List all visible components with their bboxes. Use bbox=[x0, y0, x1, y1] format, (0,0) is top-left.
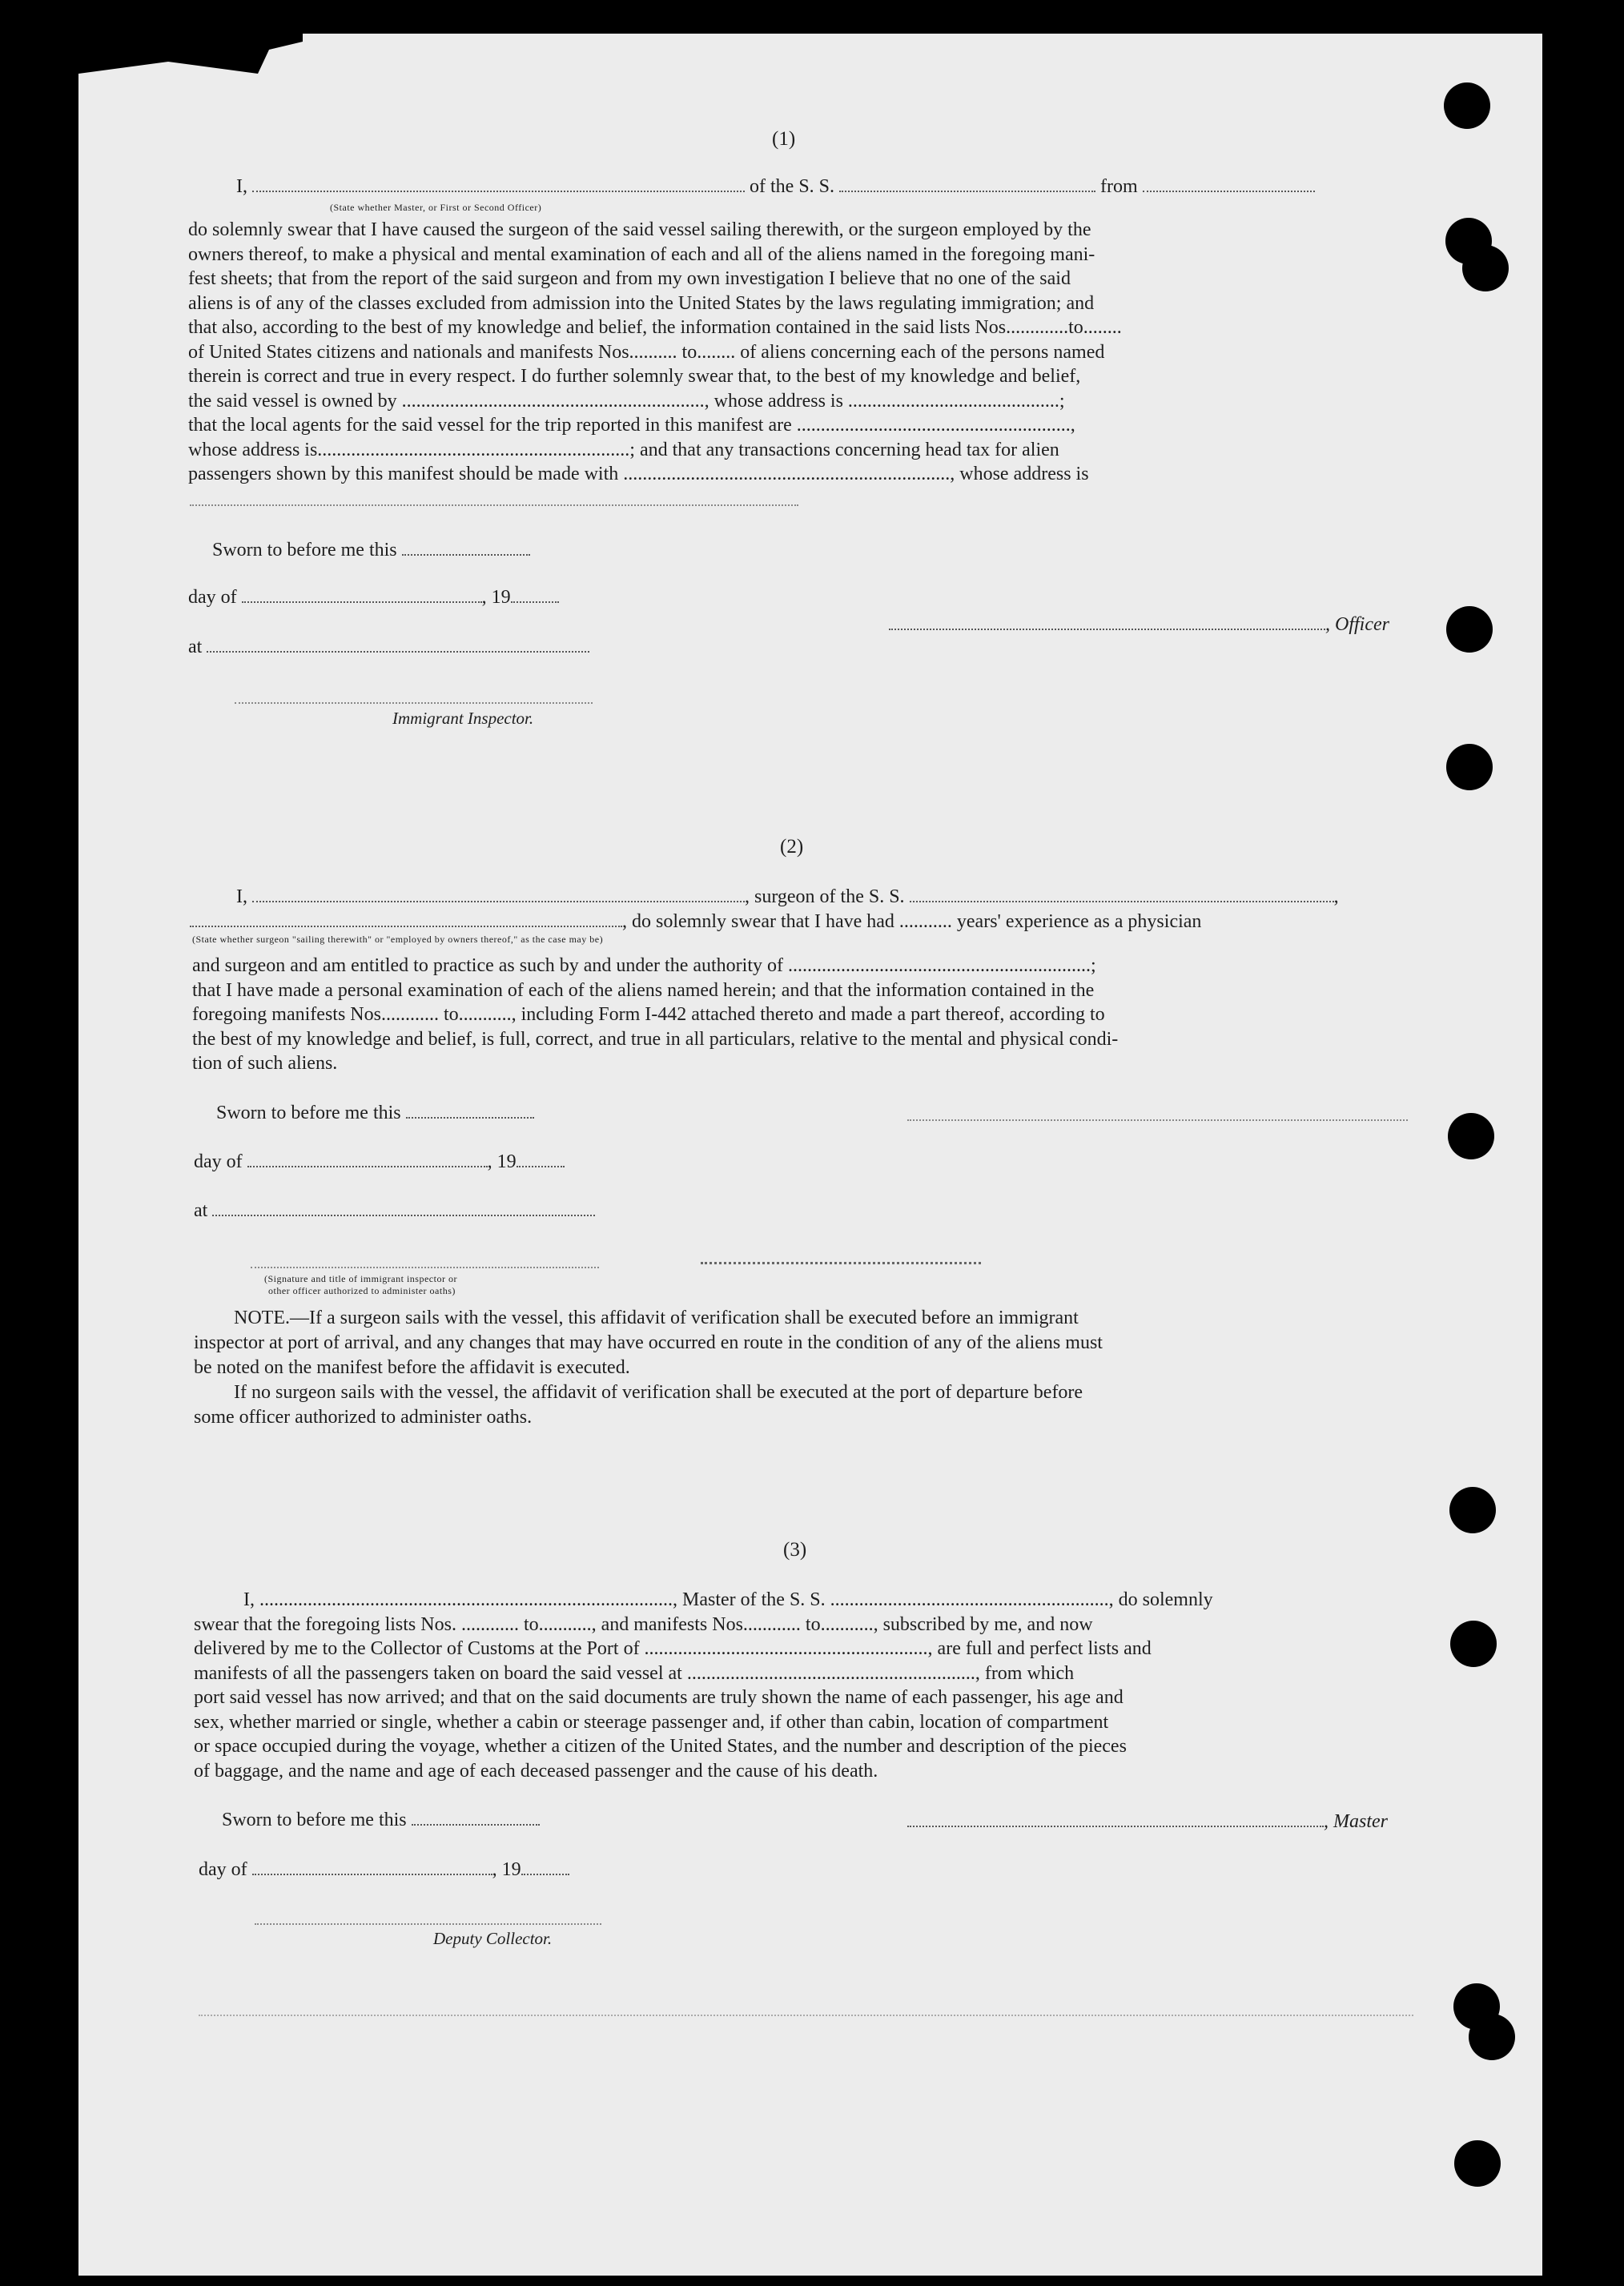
sworn-line bbox=[222, 1808, 540, 1832]
punch-hole bbox=[1444, 82, 1490, 129]
at-label: at bbox=[194, 1200, 208, 1221]
note-line: inspector at port of arrival, and any changes that may have occurred en route in the condition of any of the aliens must bbox=[194, 1332, 1103, 1353]
signature-caption: other officer authorized to administer oaths) bbox=[268, 1285, 456, 1296]
pronoun-i: I, bbox=[236, 886, 247, 907]
master-label: , Master bbox=[1324, 1811, 1388, 1832]
paragraph-line: or space occupied during the voyage, whether a citizen of the United States, and the number and description of the pieces bbox=[194, 1736, 1127, 1757]
ship-name-blank bbox=[839, 191, 1095, 192]
note-line: be noted on the manifest before the affidavit is executed. bbox=[194, 1357, 630, 1378]
inspector-label: Immigrant Inspector. bbox=[392, 709, 534, 728]
day-line bbox=[199, 1858, 569, 1882]
year-label: , 19 bbox=[492, 1859, 521, 1880]
deputy-signature-blank bbox=[255, 1923, 601, 1925]
paragraph-line: that also, according to the best of my knowledge and belief, the information contained in the said lists Nos.............to........ bbox=[188, 317, 1122, 338]
date-blank bbox=[402, 554, 530, 556]
ship-name-blank bbox=[910, 901, 1334, 902]
officer-signature-blank bbox=[889, 629, 1325, 630]
paragraph-line: tion of such aliens. bbox=[192, 1053, 338, 1074]
punch-hole bbox=[1454, 2140, 1501, 2187]
note-line: NOTE.—If a surgeon sails with the vessel, this affidavit of verification shall be executed before an immigrant bbox=[234, 1308, 1079, 1328]
paragraph-line: swear that the foregoing lists Nos. ............ to..........., and manifests Nos............ to..........., subscribed by me, and now bbox=[194, 1613, 1093, 1635]
date-blank bbox=[406, 1117, 534, 1119]
paragraph-line: whose address is.................................................................; and that any transactions concerning head tax for alien bbox=[188, 439, 1059, 460]
signature-caption: (Signature and title of immigrant inspector or bbox=[264, 1273, 457, 1284]
section-3-heading: (3) bbox=[783, 1539, 807, 1561]
paragraph-line: the best of my knowledge and belief, is full, correct, and true in all particulars, relative to the mental and physical condi- bbox=[192, 1028, 1119, 1050]
punch-hole bbox=[1446, 744, 1493, 790]
punch-hole bbox=[1450, 1621, 1497, 1667]
day-line bbox=[194, 1150, 565, 1174]
sworn-label: Sworn to before me this bbox=[222, 1810, 407, 1830]
paragraph-line: that the local agents for the said vessel for the trip reported in this manifest are ........................................................., bbox=[188, 415, 1075, 436]
sworn-line bbox=[216, 1101, 534, 1125]
section-2-oath-line: I, , surgeon of the S. S. , bbox=[236, 886, 1339, 907]
surgeon-caption: (State whether surgeon "sailing therewith" or "employed by owners thereof," as the case may be) bbox=[192, 934, 604, 945]
day-of-label: day of bbox=[194, 1151, 243, 1172]
surgeon-type-blank bbox=[190, 926, 622, 927]
note-line: If no surgeon sails with the vessel, the affidavit of verification shall be executed at the port of departure before bbox=[234, 1382, 1083, 1403]
paragraph-line: the said vessel is owned by ..............................................................., whose address is ............................................; bbox=[188, 390, 1065, 412]
at-blank bbox=[212, 1215, 595, 1216]
at-line bbox=[188, 635, 589, 659]
officer-signature-line bbox=[889, 613, 1389, 637]
inspector-signature-blank bbox=[251, 1267, 599, 1268]
port-from-blank bbox=[1143, 191, 1315, 192]
day-blank bbox=[242, 601, 482, 603]
paragraph-line: sex, whether married or single, whether a cabin or steerage passenger and, if other than cabin, location of compartment bbox=[194, 1711, 1109, 1733]
paragraph-line: and surgeon and am entitled to practice as such by and under the authority of ...............................................................; bbox=[192, 955, 1096, 976]
officer-caption: (State whether Master, or First or Second Officer) bbox=[330, 202, 542, 213]
sworn-line bbox=[212, 538, 530, 562]
paragraph-line: aliens is of any of the classes excluded from admission into the United States by the laws regulating immigration; and bbox=[188, 292, 1095, 314]
officer-name-blank bbox=[252, 191, 745, 192]
paragraph-line: I, ......................................................................................, Master of the S. S. .........................................................., do solemnly bbox=[243, 1589, 1213, 1610]
section-1-heading: (1) bbox=[772, 128, 796, 150]
experience-text: , do solemnly swear that I have had ........... years' experience as a physician bbox=[622, 911, 1202, 932]
paragraph-line: port said vessel has now arrived; and that on the said documents are truly shown the name of each passenger, his age and bbox=[194, 1687, 1124, 1708]
of-ship-label: of the S. S. bbox=[750, 176, 835, 197]
sworn-label: Sworn to before me this bbox=[216, 1103, 401, 1123]
paragraph-line: of baggage, and the name and age of each deceased passenger and the cause of his death. bbox=[194, 1760, 878, 1782]
master-signature-line bbox=[907, 1810, 1388, 1834]
paragraph-line: manifests of all the passengers taken on board the said vessel at ............................................................, from which bbox=[194, 1662, 1075, 1684]
day-of-label: day of bbox=[188, 587, 237, 608]
section-1-oath-line bbox=[236, 175, 1315, 199]
deputy-collector-label: Deputy Collector. bbox=[433, 1929, 553, 1948]
section-2-oath-line-2 bbox=[190, 910, 1201, 934]
paragraph-line: delivered by me to the Collector of Customs at the Port of ..........................................................., are full and perfect lists and bbox=[194, 1638, 1152, 1659]
paragraph-line: that I have made a personal examination of each of the aliens named herein; and that the information contained in the bbox=[192, 979, 1095, 1001]
section-1-paragraph bbox=[188, 218, 1403, 487]
surgeon-label: , surgeon of the S. S. bbox=[745, 886, 905, 907]
punch-hole bbox=[1469, 2014, 1515, 2060]
date-blank bbox=[412, 1824, 540, 1826]
at-label: at bbox=[188, 637, 203, 657]
paragraph-line: fest sheets; that from the report of the said surgeon and from my own investigation I believe that no one of the said bbox=[188, 268, 1071, 289]
sworn-label: Sworn to before me this bbox=[212, 540, 397, 560]
year-blank bbox=[521, 1874, 569, 1875]
at-blank bbox=[207, 651, 589, 653]
punch-hole bbox=[1449, 1487, 1496, 1533]
paragraph-line: do solemnly swear that I have caused the surgeon of the said vessel sailing therewith, or the surgeon employed by the bbox=[188, 219, 1091, 240]
punch-hole bbox=[1448, 1113, 1494, 1159]
punch-hole bbox=[1446, 606, 1493, 653]
surgeon-signature-blank bbox=[907, 1119, 1408, 1121]
year-blank bbox=[517, 1166, 565, 1167]
paragraph-line: foregoing manifests Nos............ to..........., including Form I-442 attached thereto and made a part thereof, according to bbox=[192, 1004, 1105, 1025]
day-line bbox=[188, 585, 559, 609]
day-of-label: day of bbox=[199, 1859, 247, 1880]
punch-hole bbox=[1462, 245, 1509, 291]
bottom-rule bbox=[199, 2015, 1413, 2016]
surgeon-name-blank bbox=[252, 901, 745, 902]
inspector-signature-blank bbox=[235, 702, 593, 704]
paragraph-line: therein is correct and true in every respect. I do further solemnly swear that, to the best of my knowledge and belief, bbox=[188, 366, 1081, 387]
section-2-paragraph bbox=[192, 954, 1409, 1076]
paragraph-line: owners thereof, to make a physical and mental examination of each and all of the aliens named in the foregoing mani- bbox=[188, 243, 1095, 265]
section-3-paragraph bbox=[194, 1588, 1411, 1783]
note-paragraph bbox=[194, 1306, 1411, 1430]
day-blank bbox=[252, 1874, 492, 1875]
year-label: , 19 bbox=[481, 587, 511, 608]
from-label: from bbox=[1100, 176, 1138, 197]
note-line: some officer authorized to administer oaths. bbox=[194, 1407, 533, 1428]
year-label: , 19 bbox=[487, 1151, 517, 1172]
paragraph-line: passengers shown by this manifest should be made with ...................................................................., whose address is bbox=[188, 464, 1089, 484]
year-blank bbox=[511, 601, 559, 603]
master-signature-blank bbox=[907, 1826, 1324, 1827]
section-2-heading: (2) bbox=[780, 836, 804, 858]
pronoun-i: I, bbox=[236, 176, 247, 197]
day-blank bbox=[247, 1166, 488, 1167]
paragraph-line: of United States citizens and nationals and manifests Nos.......... to........ of aliens concerning each of the persons named bbox=[188, 341, 1105, 363]
address-blank bbox=[190, 504, 798, 506]
divider bbox=[701, 1262, 981, 1264]
at-line bbox=[194, 1199, 595, 1223]
officer-label: , Officer bbox=[1325, 614, 1389, 635]
